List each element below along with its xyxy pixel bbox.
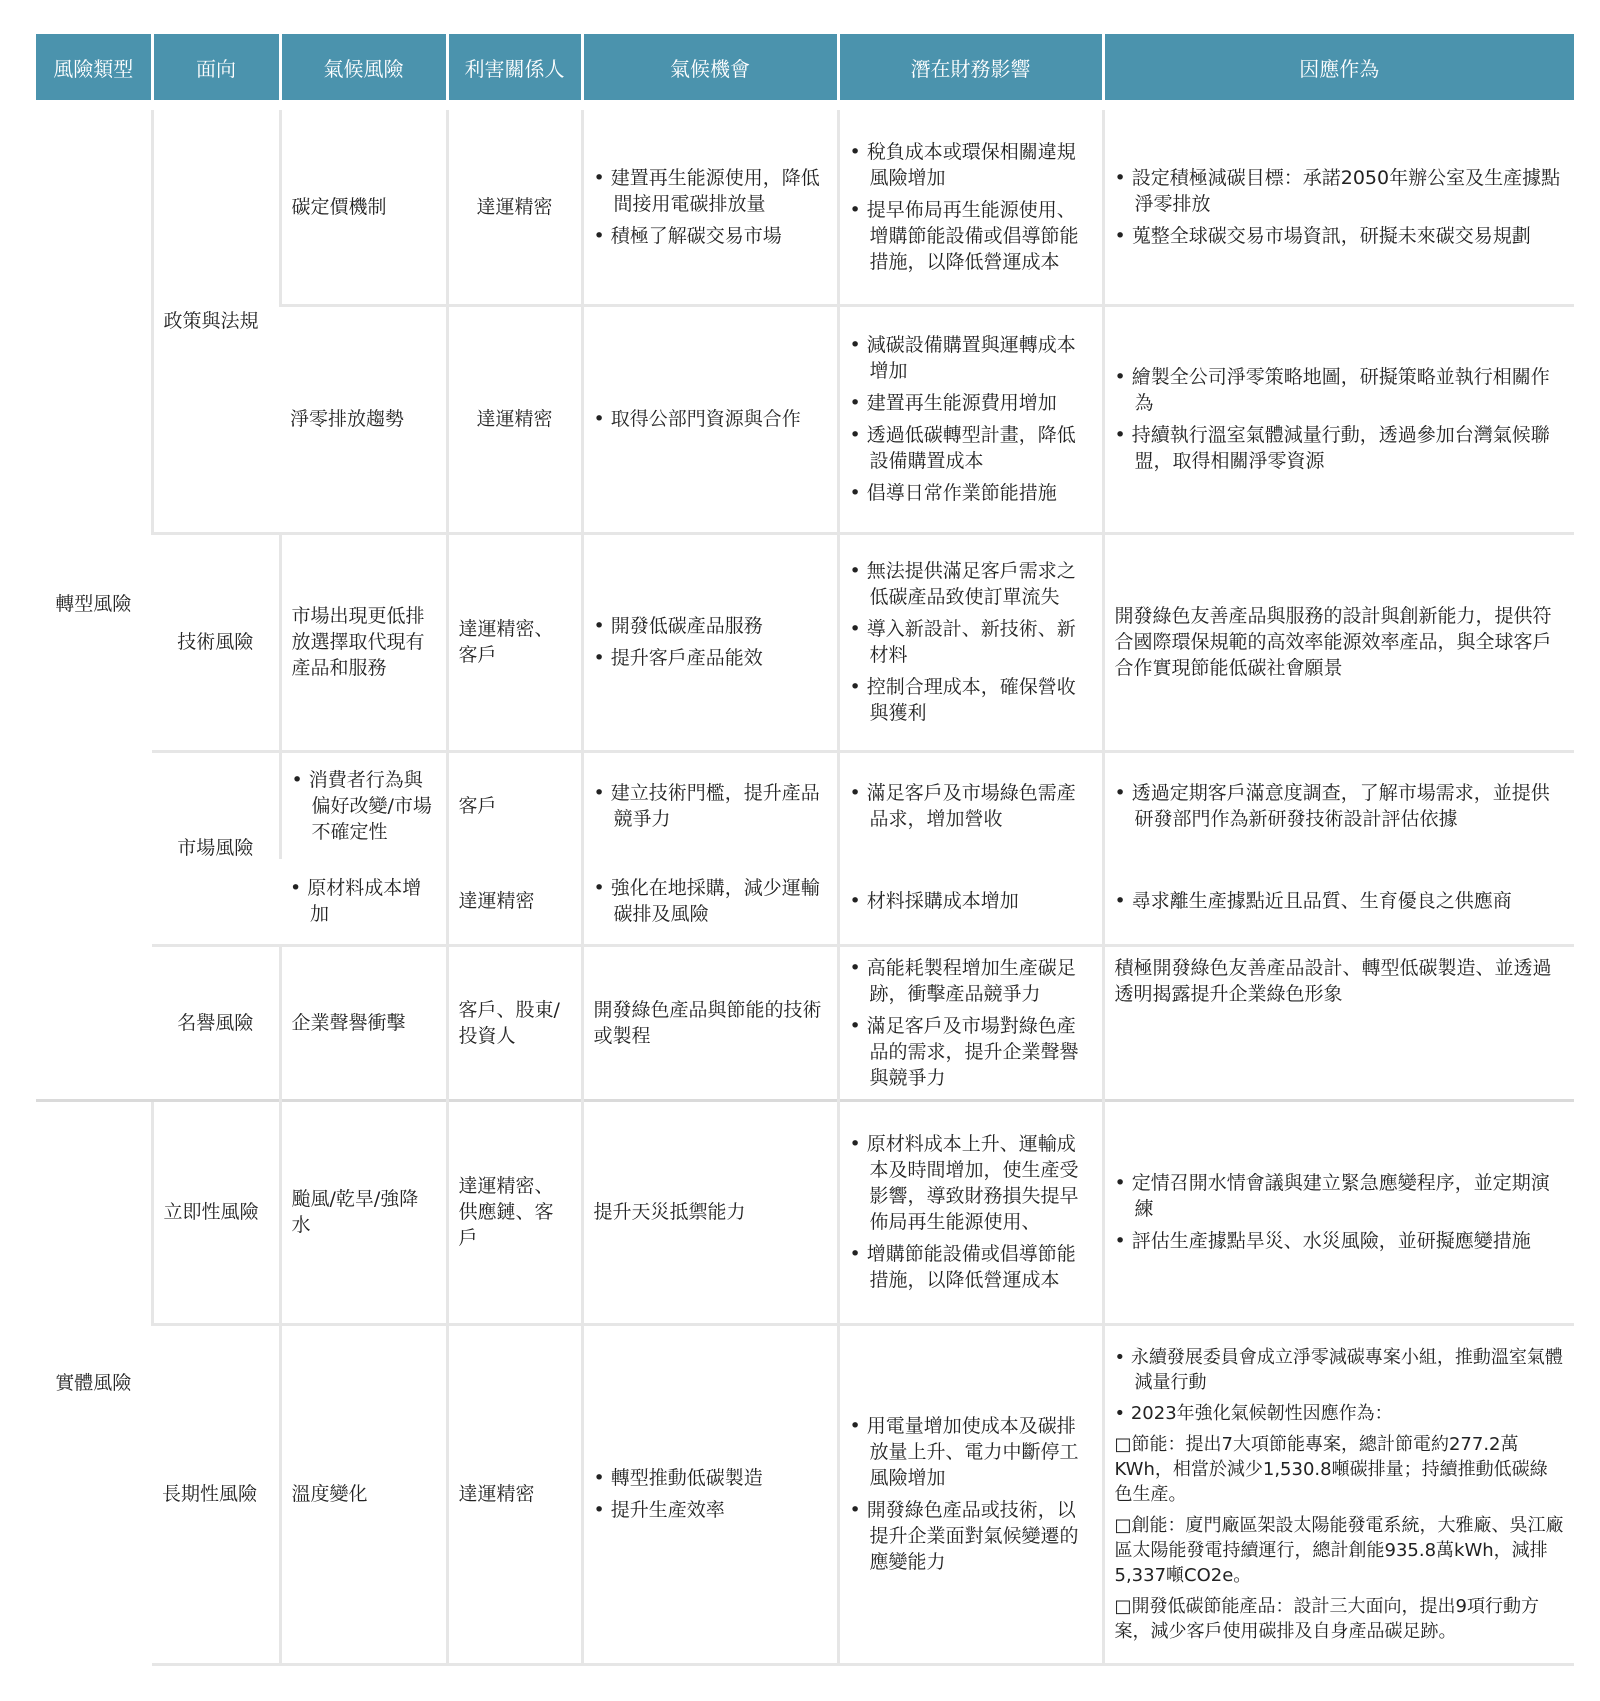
list-item: • 高能耗製程增加生產碳足跡，衝擊產品競爭力: [849, 956, 1076, 1005]
list-item: □開發低碳節能產品：設計三大面向，提出9項行動方案，減少客戶使用碳排及自身產品碳足跡。: [1114, 1595, 1539, 1642]
response-cell: [1103, 1324, 1574, 1664]
aspect-reputation: 名譽風險: [152, 945, 280, 1100]
header-climate-opportunity: 氣候機會: [582, 34, 838, 105]
list-item: • 稅負成本或環保相關違規風險增加: [849, 140, 1076, 189]
risk-cell: 市場出現更低排放選擇取代現有產品和服務: [280, 533, 447, 751]
list-item: • 滿足客戶及市場對綠色產品的需求，提升企業聲譽與競爭力: [849, 1014, 1079, 1089]
list-item: • 設定積極減碳目標：承諾2050年辦公室及生產據點淨零排放: [1114, 166, 1561, 215]
list-item: • 提早佈局再生能源使用、增購節能設備或倡導節能措施，以降低營運成本: [849, 198, 1079, 273]
header-aspect: 面向: [152, 34, 280, 105]
list-item: • 用電量增加使成本及碳排放量上升、電力中斷停工風險增加: [849, 1415, 1079, 1489]
aspect-market: 市場風險: [152, 751, 280, 945]
header-stakeholder: 利害關係人: [447, 34, 582, 105]
list-item: • 繪製全公司淨零策略地圖，研擬策略並執行相關作為: [1114, 366, 1550, 414]
list-item: • 積極了解碳交易市場: [593, 224, 782, 247]
risk-cell: 淨零排放趨勢: [280, 305, 447, 533]
list-item: • 蒐整全球碳交易市場資訊，研擬未來碳交易規劃: [1114, 224, 1531, 247]
risk-cell: 溫度變化: [280, 1324, 447, 1664]
list-item: • 開發低碳產品服務: [593, 615, 763, 637]
header-climate-risk: 氣候風險: [280, 34, 447, 105]
list-item: • 無法提供滿足客戶需求之低碳產品致使訂單流失: [849, 560, 1076, 608]
climate-risk-table: [36, 34, 1574, 1666]
list-item: • 開發綠色產品或技術，以提升企業面對氣候變遷的應變能力: [849, 1499, 1079, 1573]
list-item: • 建置再生能源使用，降低間接用電碳排放量: [593, 166, 820, 215]
table-row: [36, 533, 1574, 751]
opportunity-cell: • 建立技術門檻，提升產品競爭力: [582, 751, 838, 859]
list-item: • 永續發展委員會成立淨零減碳專案小組，推動溫室氣體減量行動: [1114, 1346, 1563, 1393]
aspect-acute: 立即性風險: [152, 1100, 280, 1324]
impact-cell: • 材料採購成本增加: [838, 859, 1103, 945]
stakeholder-cell: 達運精密: [447, 305, 582, 533]
list-item: □創能：廈門廠區架設太陽能發電系統，大雅廠、吳江廠區太陽能發電持續運行，總計創能935.8萬kWh，減排5,337噸CO2e。: [1114, 1514, 1564, 1586]
opportunity-cell: 提升天災抵禦能力: [582, 1100, 838, 1324]
list-item: • 轉型推動低碳製造: [593, 1467, 763, 1489]
table-row: [36, 945, 1574, 1100]
opportunity-cell: [582, 533, 838, 751]
header-financial-impact: 潛在財務影響: [838, 34, 1103, 105]
table-row: [36, 105, 1574, 305]
risk-type-physical: 實體風險: [36, 1100, 152, 1664]
stakeholder-cell: 達運精密、供應鏈、客戶: [447, 1100, 582, 1324]
table-row: [36, 1324, 1574, 1664]
impact-cell: [838, 1100, 1103, 1324]
response-cell: • 尋求離生產據點近且品質、生育優良之供應商: [1103, 859, 1574, 945]
list-item: • 取得公部門資源與合作: [593, 408, 801, 430]
list-item: • 導入新設計、新技術、新材料: [849, 618, 1076, 666]
header-risk-type: 風險類型: [36, 34, 152, 105]
table-row: [36, 1100, 1574, 1324]
opportunity-cell: [582, 1324, 838, 1664]
table-row: [36, 751, 1574, 859]
list-item: • 減碳設備購置與運轉成本增加: [849, 334, 1076, 382]
risk-type-transition: 轉型風險: [36, 105, 152, 1100]
list-item: □節能：提出7大項節能專案，總計節電約277.2萬KWh，相當於減少1,530.8噸碳排量；持續推動低碳綠色生產。: [1114, 1433, 1548, 1505]
impact-cell: • 滿足客戶及市場綠色需產品求，增加營收: [838, 751, 1103, 859]
impact-cell: [838, 1324, 1103, 1664]
opportunity-cell: 開發綠色產品與節能的技術或製程: [582, 945, 838, 1100]
risk-cell: 企業聲譽衝擊: [280, 945, 447, 1100]
opportunity-cell: [582, 105, 838, 305]
list-item: • 持續執行溫室氣體減量行動，透過參加台灣氣候聯盟，取得相關淨零資源: [1114, 424, 1550, 472]
risk-cell: • 原材料成本增加: [290, 877, 422, 926]
list-item: • 提升生產效率: [593, 1499, 725, 1521]
response-cell: [1103, 105, 1574, 305]
list-item: • 控制合理成本，確保營收與獲利: [849, 676, 1076, 724]
aspect-technology: 技術風險: [152, 533, 280, 751]
risk-cell: • 消費者行為與偏好改變/市場不確定性: [280, 751, 447, 859]
stakeholder-cell: 達運精密: [447, 859, 582, 945]
stakeholder-cell: 客戶: [447, 751, 582, 859]
aspect-policy: 政策與法規: [152, 105, 280, 533]
list-item: • 建置再生能源費用增加: [849, 392, 1057, 414]
opportunity-cell: [582, 305, 838, 533]
header-row: [36, 34, 1574, 105]
response-cell: 開發綠色友善產品與服務的設計與創新能力，提供符合國際環保規範的高效率能源效率產品，與全球客戶合作實現節能低碳社會願景: [1103, 533, 1574, 751]
aspect-chronic: 長期性風險: [152, 1324, 280, 1664]
response-cell: [1103, 305, 1574, 533]
opportunity-cell: • 強化在地採購，減少運輸碳排及風險: [582, 859, 838, 945]
list-item: • 倡導日常作業節能措施: [849, 482, 1057, 504]
stakeholder-cell: 達運精密: [447, 1324, 582, 1664]
response-cell: 積極開發綠色友善產品設計、轉型低碳製造、並透過透明揭露提升企業綠色形象: [1103, 945, 1574, 1100]
impact-cell: [838, 305, 1103, 533]
list-item: • 2023年強化氣候韌性因應作為：: [1114, 1402, 1393, 1424]
stakeholder-cell: 達運精密: [447, 105, 582, 305]
list-item: • 原材料成本上升、運輸成本及時間增加，使生產受影響，導致財務損失提早佈局再生能源使用、: [849, 1133, 1079, 1233]
risk-cell: 碳定價機制: [280, 105, 447, 305]
stakeholder-cell: 達運精密、客戶: [447, 533, 582, 751]
risk-cell: 颱風/乾旱/強降水: [280, 1100, 447, 1324]
list-item: • 定情召開水情會議與建立緊急應變程序，並定期演練: [1114, 1172, 1550, 1220]
list-item: • 透過低碳轉型計畫，降低設備購置成本: [849, 424, 1076, 472]
list-item: • 評估生產據點旱災、水災風險，並研擬應變措施: [1114, 1230, 1531, 1252]
header-response: 因應作為: [1103, 34, 1574, 105]
impact-cell: [838, 533, 1103, 751]
list-item: • 增購節能設備或倡導節能措施，以降低營運成本: [849, 1243, 1076, 1291]
response-cell: [1103, 1100, 1574, 1324]
response-cell: • 透過定期客戶滿意度調查，了解市場需求，並提供研發部門作為新研發技術設計評估依據: [1103, 751, 1574, 859]
stakeholder-cell: 客戶、股東/投資人: [447, 945, 582, 1100]
impact-cell: [838, 945, 1103, 1100]
list-item: • 提升客戶產品能效: [593, 647, 763, 669]
impact-cell: [838, 105, 1103, 305]
